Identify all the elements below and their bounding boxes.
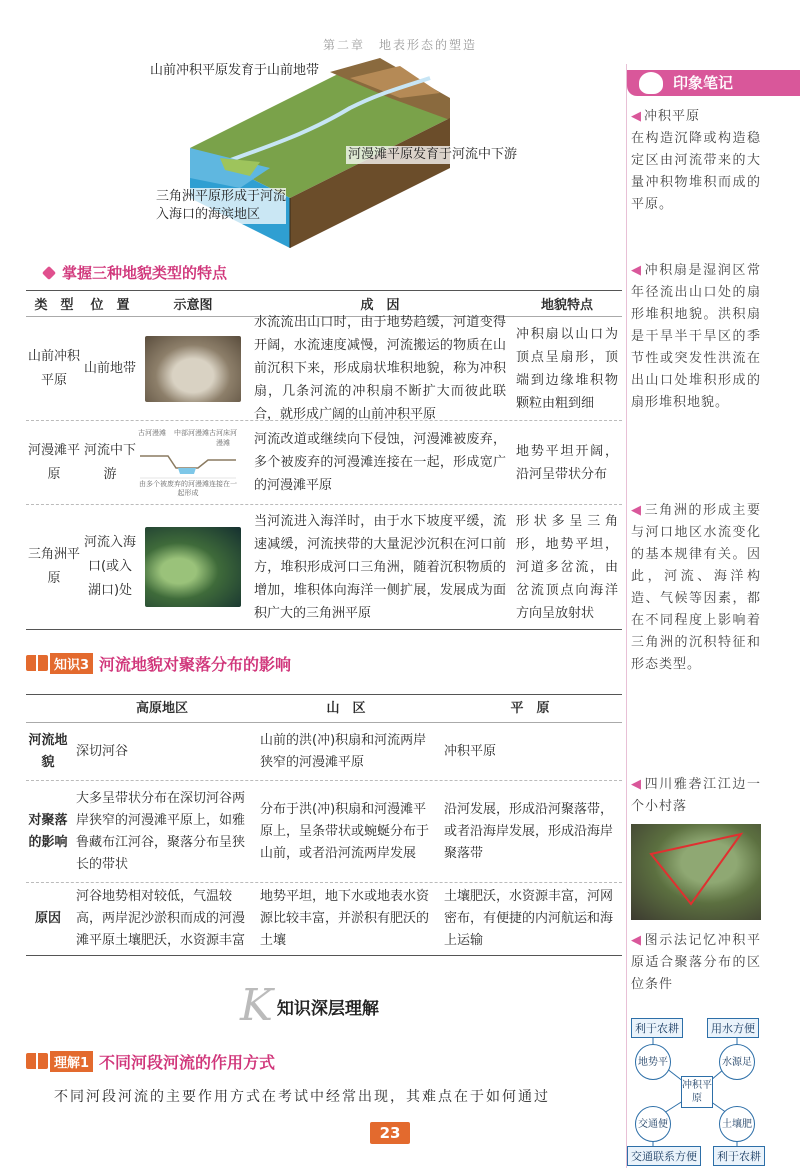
lijie-title: 不同河段河流的作用方式: [99, 1052, 276, 1072]
body-paragraph: 不同河段河流的主要作用方式在考试中经常出现，其难点在于如何通过: [54, 1089, 550, 1105]
sidebar-note: [631, 930, 761, 996]
deep-understanding-heading: [240, 980, 379, 1031]
book-icon: [26, 655, 48, 671]
node-transport: 交通便: [635, 1106, 671, 1142]
triangle-bullet-icon: ◀: [631, 263, 643, 278]
cell: 冲积平原: [444, 743, 497, 759]
callout-piedmont-plain: 山前冲积平原发育于山前地带: [150, 63, 320, 78]
box-farming-2: 利于农耕: [713, 1146, 765, 1166]
knowledge-title: 河流地貌对聚落分布的影响: [99, 654, 292, 674]
triangle-bullet-icon: ◀: [631, 109, 642, 124]
node-alluvial-plain: 冲积平原: [681, 1076, 713, 1108]
row-label: 河流地貌: [28, 732, 68, 770]
sidebar-title: 印象笔记: [673, 74, 734, 92]
k-letter-logo: K: [240, 980, 273, 1031]
table-row: [26, 317, 622, 421]
header-type: 类 型: [34, 298, 74, 313]
row-type: 三角洲平原: [27, 547, 80, 586]
row-cause: 水流流出山口时，由于地势趋缓，河道变得开阔，水流速度减慢，河流搬运的物质在山前沉积下来，形成扇状堆积地貌，称为冲积扇，几条河流的冲积扇不断扩大而彼此联合，就形成广阔的山前冲积平原: [254, 315, 506, 422]
alluvial-fan-image: [145, 336, 241, 402]
sidebar-note: [631, 106, 761, 216]
table-row: [26, 421, 622, 505]
header-plateau: 高原地区: [135, 700, 188, 716]
knowledge-tag: 知识3: [50, 653, 93, 674]
header-mountain: 山 区: [326, 700, 366, 716]
triangle-bullet-icon: ◀: [631, 503, 643, 518]
sidebar-header: [627, 70, 800, 96]
sidebar-note: [631, 500, 761, 676]
row-feature: 地势平坦开阔，沿河呈带状分布: [516, 443, 618, 482]
book-icon: [26, 1053, 48, 1069]
note-text: 三角洲的形成主要与河口地区水流变化的基本规律有关。因此，河流、海洋构造、气候等因素，都在不同程度上影响着三角洲的沉积特征和形态类型。: [631, 503, 761, 672]
header-plain: 平 原: [510, 700, 550, 716]
row-type: 山前冲积平原: [27, 348, 80, 388]
row-position: 河流入海口(或入湖口)处: [83, 535, 136, 598]
table-row: [26, 781, 622, 883]
village-outline: [631, 824, 761, 920]
cell: 土壤肥沃，水资源丰富，河网密布，有便捷的内河航运和海上运输: [444, 889, 614, 948]
node-flat-terrain: 地势平: [635, 1044, 671, 1080]
triangle-bullet-icon: ◀: [631, 933, 643, 948]
note-title: 冲积平原: [644, 109, 701, 124]
elephant-mascot-icon: [639, 72, 663, 94]
notes-sidebar: [626, 64, 800, 1168]
cell: 大多呈带状分布在深切河谷两岸狭窄的河漫滩平原上，如雅鲁藏布江河谷，聚落分布呈狭长的带状: [76, 790, 246, 872]
lijie-tag: 理解1: [50, 1051, 93, 1072]
diamond-bullet-icon: [42, 266, 56, 280]
cell: 沿河发展，形成沿河聚落带，或者沿海岸发展，形成沿海岸聚落带: [444, 801, 614, 861]
table-row: [26, 505, 622, 629]
sidebar-note: [631, 774, 761, 818]
table-row: [26, 883, 622, 955]
page-number: 23: [370, 1122, 410, 1144]
section-heading-text: 掌握三种地貌类型的特点: [62, 264, 228, 282]
cell: 分布于洪(冲)积扇和河漫滩平原上，呈条带状或蜿蜒分布于山前，或者沿河流两岸发展: [260, 801, 430, 861]
header-diagram: 示意图: [173, 298, 213, 313]
node-water-supply: 水源足: [719, 1044, 755, 1080]
row-cause: 河流改道或继续向下侵蚀，河漫滩被废弃，多个被废弃的河漫滩连接在一起，形成宽广的河漫滩平原: [254, 432, 506, 493]
settlement-location-diagram: [627, 1016, 767, 1166]
note-text: 冲积扇是湿润区常年径流出山口处的扇形堆积地貌。洪积扇是干旱半干旱区的季节性或突发性洪流在出山口处堆积形成的扇形堆积地貌。: [631, 263, 761, 410]
delta-photo: [138, 505, 248, 629]
header-position: 位 置: [90, 298, 130, 313]
note-text: 在构造沉降或构造稳定区由河流带来的大量冲积物堆积而成的平原。: [631, 131, 761, 212]
alluvial-fan-photo: [138, 317, 248, 420]
landform-types-table: [26, 290, 622, 630]
note-text: 图示法记忆冲积平原适合聚落分布的区位条件: [631, 933, 761, 992]
cell: 深切河谷: [76, 743, 129, 759]
row-feature: 冲积扇以山口为顶点呈扇形，顶端到边缘堆积物颗粒由粗到细: [516, 326, 618, 411]
diagram-label: 中部河漫滩: [174, 428, 209, 437]
village-photo: [631, 824, 761, 920]
header-feature: 地貌特点: [540, 298, 593, 313]
row-feature: 形状多呈三角形，地势平坦，河道多岔流，由岔流顶点向海洋方向呈放射状: [516, 513, 618, 621]
row-position: 河流中下游: [83, 442, 136, 482]
cell: 山前的洪(冲)积扇和河流两岸狭窄的河漫滩平原: [260, 732, 427, 770]
table-row: [26, 723, 622, 781]
sidebar-note: [631, 260, 761, 414]
cell: 河谷地势相对较低，气温较高，两岸泥沙淤积而成的河漫滩平原土壤肥沃，水资源丰富: [76, 889, 246, 948]
delta-image: [145, 527, 241, 607]
note-text: 四川雅砻江江边一个小村落: [631, 777, 761, 814]
row-type: 河漫滩平原: [27, 442, 80, 482]
chapter-header: 第二章 地表形态的塑造: [322, 38, 477, 52]
box-water-use: 用水方便: [707, 1018, 759, 1038]
settlement-table: [26, 694, 622, 956]
row-label: 原因: [34, 911, 61, 926]
diagram-caption: 由多个被废弃的河漫滩连接在一起形成: [139, 479, 237, 497]
box-farming: 利于农耕: [631, 1018, 683, 1038]
callout-floodplain: 河漫滩平原发育于河流中下游: [348, 147, 518, 162]
header-cause: 成 因: [360, 298, 400, 313]
diagram-label: 古河床河漫滩: [209, 428, 237, 447]
lijie1-heading: [26, 1050, 275, 1072]
section-heading: [44, 262, 227, 283]
cell: 地势平坦，地下水或地表水资源比较丰富，并淤积有肥沃的土壤: [260, 889, 430, 948]
triangle-bullet-icon: ◀: [631, 777, 643, 792]
row-cause: 当河流进入海洋时，由于水下坡度平缓，流速减缓，河流挟带的大量泥沙沉积在河口前方，堆积形成河口三角洲，随着沉积物质的增加，堆积体向海洋一侧扩展，发展成为面积广大的三角洲平原: [254, 513, 506, 621]
row-position: 山前地带: [83, 360, 136, 376]
callout-delta: 三角洲平原形成于河流入海口的海滨地区: [156, 189, 287, 222]
box-transport-link: 交通联系方便: [627, 1146, 701, 1166]
table-header-row: [26, 695, 622, 723]
diagram-label: 古河漫滩: [138, 428, 166, 437]
row-label: 对聚落的影响: [28, 812, 68, 850]
node-fertile-soil: 土壤肥: [719, 1106, 755, 1142]
knowledge3-heading: [26, 652, 291, 674]
floodplain-diagram: [138, 421, 248, 504]
deep-title: 知识深层理解: [276, 998, 379, 1019]
floodplain-cross-section: [138, 426, 238, 500]
